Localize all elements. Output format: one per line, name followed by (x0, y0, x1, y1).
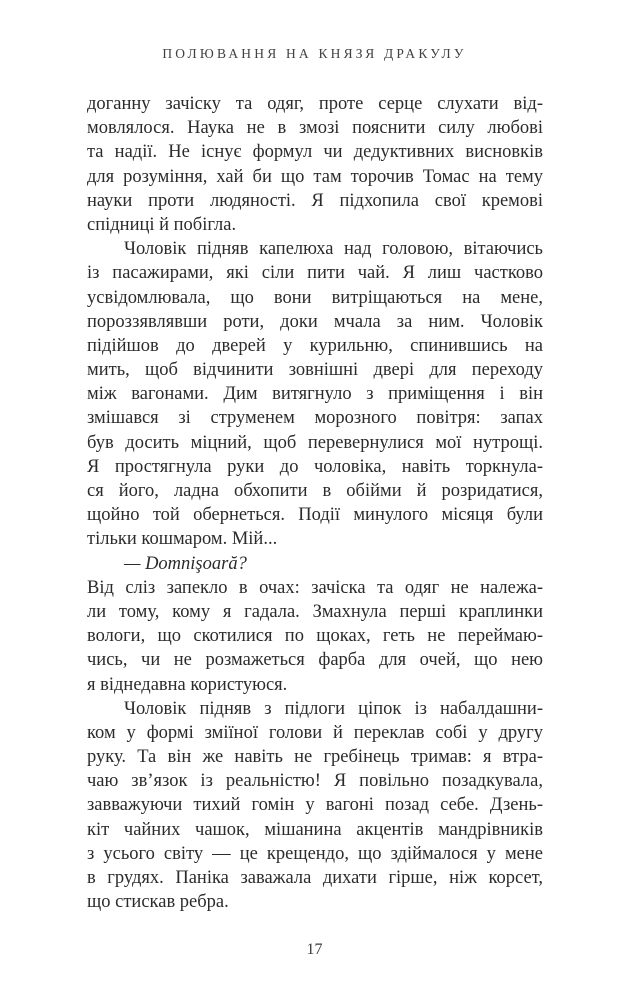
text-line: між вагонами. Дим витягнуло з приміщення і він (87, 384, 543, 405)
text-line: мовлялося. Наука не в змозі пояснити силу любові (87, 118, 543, 139)
text-line: — Domnişoară? (124, 553, 247, 574)
text-line: науки проти людяності. Я підхопила свої кремові (87, 190, 543, 211)
text-line: підійшов до дверей у курильню, спинившись на (87, 335, 543, 356)
body-paragraph (87, 237, 543, 551)
text-line: ли тому, кому я гадала. Змахнула перші краплинки (87, 601, 543, 622)
running-head: ПОЛЮВАННЯ НА КНЯЗЯ ДРАКУЛУ (162, 46, 467, 61)
text-line: змішався зі струменем морозного повітря: запах (87, 408, 543, 429)
page-number: 17 (306, 941, 323, 958)
text-line: чись, чи не розмажеться фарба для очей, що нею (87, 650, 543, 671)
text-line: доганну зачіску та одяг, проте серце слухати від- (87, 94, 543, 114)
dialogue-paragraph (87, 552, 543, 576)
text-line: що стискав ребра. (87, 892, 229, 913)
text-line: завважуючи тихий гомін у вагоні позад себе. Дзень- (87, 795, 543, 816)
text-line: Чоловік підняв з підлоги ціпок із набалдашни- (124, 698, 543, 719)
text-line: з усього світу — це крещендо, що здіймалося у мене (87, 843, 543, 864)
text-line: ком у формі зміїної голови й переклав собі у другу (87, 722, 543, 743)
text-line: ся його, ладна обхопити в обійми й розридатися, (87, 481, 543, 501)
text-line: для розуміння, хай би що там торочив Томас на тему (87, 166, 543, 187)
text-line: Від сліз запекло в очах: зачіска та одяг не належа- (87, 577, 543, 598)
text-line: пороззявлявши роти, доки мчала за ним. Чоловік (87, 311, 543, 332)
text-line: руку. Та він же навіть не гребінець тримав: я втра- (87, 747, 543, 768)
text-line: кіт чайних чашок, мішанина акцентів мандрівників (87, 819, 543, 840)
text-line: в грудях. Паніка заважала дихати гірше, ніж корсет, (87, 868, 543, 888)
body-paragraph (87, 92, 543, 237)
text-line: щойно той обернеться. Події минулого місяця були (87, 505, 543, 526)
text-line: спідниці й побігла. (87, 214, 237, 235)
text-line: Я простягнула руки до чоловіка, навіть торкнула- (87, 456, 543, 477)
text-line: та надії. Не існує формул чи дедуктивних висновків (87, 142, 543, 163)
text-line: я віднедавна користуюся. (87, 674, 288, 695)
text-line: тільки кошмаром. Мій... (87, 529, 278, 550)
text-line: Чоловік підняв капелюха над головою, вітаючись (124, 239, 543, 260)
text-block (87, 92, 543, 914)
text-line: мить, щоб відчинити зовнішні двері для переходу (87, 360, 543, 381)
text-line: чаю зв’язок із реальністю! Я повільно позадкувала, (87, 771, 543, 792)
text-line: із пасажирами, які сіли пити чай. Я лиш частково (87, 263, 543, 284)
text-line: був досить міцний, щоб перевернулися мої нутрощі. (87, 432, 543, 453)
body-paragraph (87, 576, 543, 697)
text-line: вологи, що скотилися по щоках, геть не переймаю- (87, 626, 543, 647)
text-line: усвідомлювала, що вони витріщаються на мене, (87, 287, 543, 308)
body-paragraph (87, 697, 543, 915)
